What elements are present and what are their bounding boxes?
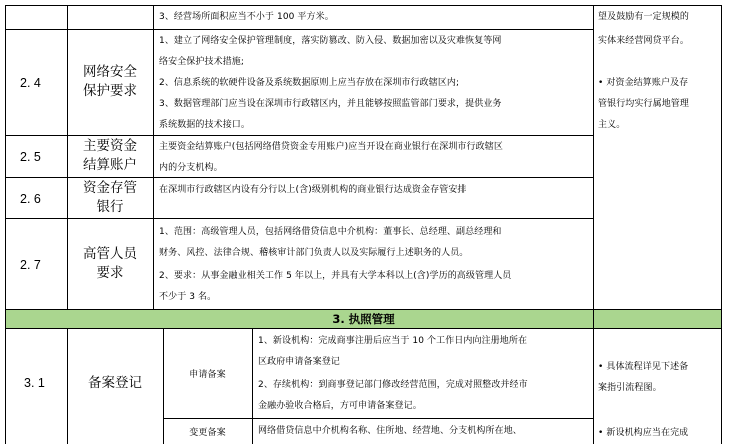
sub-label-change: 变更备案 [189, 428, 226, 438]
row-content-line: 络安全保护技术措施; [159, 57, 245, 67]
rule [67, 5, 68, 309]
rule [67, 328, 68, 444]
rule [593, 5, 594, 444]
note-line: 主义。 [598, 120, 626, 130]
row-content-line: 金融办验收合格后，方可申请备案登记。 [258, 401, 422, 411]
rule [5, 29, 593, 30]
row-content-line: 不少于 3 名。 [159, 292, 217, 302]
row-number: 2. 5 [20, 150, 41, 164]
item-name: 资金存管 银行 [83, 180, 137, 215]
note-line: • 对资金结算账户及存 [598, 78, 689, 88]
row-content-line: 2、要求：从事金融业相关工作 5 年以上，并具有大学本科以上(含)学历的高级管理人员 [159, 271, 512, 281]
rule [5, 218, 593, 219]
row-content-line: 主要资金结算账户(包括网络借贷资金专用账户)应当开设在商业银行在深圳市行政辖区 [159, 142, 503, 152]
row-number: 2. 4 [20, 76, 41, 90]
row-content-line: 1、范围：高级管理人员，包括网络借贷信息中介机构：董事长、总经理、副总经理和 [159, 227, 502, 237]
item-name: 主要资金 结算账户 [83, 138, 137, 173]
rule [5, 5, 722, 6]
rule [5, 5, 6, 444]
row-number: 3. 1 [24, 376, 45, 390]
row-content-line: 区政府申请备案登记 [258, 357, 340, 367]
rule [252, 328, 253, 444]
rule [5, 328, 722, 329]
row-content-line: 网络借贷信息中介机构名称、住所地、经营地、分支机构所在地、 [258, 426, 522, 436]
sub-label-apply: 申请备案 [189, 370, 226, 380]
section-title: 3. 执照管理 [332, 312, 395, 326]
row-content-line: 1、新设机构：完成商事注册后应当于 10 个工作日内向注册地所在 [258, 336, 528, 346]
note-line: • 具体流程详见下述备 [598, 362, 689, 372]
rule [153, 5, 154, 309]
row-content-line: 2、存续机构：到商事登记部门修改经营范围，完成对照整改并经市 [258, 380, 528, 390]
rule [5, 135, 593, 136]
row-content-line: 在深圳市行政辖区内设有分行以上(含)级别机构的商业银行达成资金存管安排 [159, 185, 467, 195]
note-line: • 新设机构应当在完成 [598, 428, 689, 438]
row-content-line: 内的分支机构。 [159, 163, 223, 173]
row-content: 3、经营场所面积应当不小于 100 平方米。 [159, 12, 334, 22]
row-content-line: 系统数据的技术接口。 [159, 120, 251, 130]
item-name: 备案登记 [88, 375, 142, 391]
item-name: 高管人员 要求 [83, 246, 137, 281]
item-name: 网络安全 保护要求 [83, 64, 137, 99]
row-content-line: 2、信息系统的软硬件设备及系统数据原则上应当存放在深圳市行政辖区内; [159, 78, 460, 88]
note-line: 管银行均实行属地管理 [598, 99, 690, 109]
row-content-line: 财务、风控、法律合规、稽核审计部门负责人以及实际履行上述职务的人员。 [159, 248, 469, 258]
note-line: 案指引流程图。 [598, 383, 662, 393]
row-content-line: 1、建立了网络安全保护管理制度，落实防篡改、防入侵、数据加密以及灾难恢复等网 [159, 36, 502, 46]
rule [5, 309, 722, 310]
rule [5, 177, 593, 178]
rule [721, 5, 722, 444]
note-line: 望及鼓励有一定规模的 [598, 12, 690, 22]
note-line: 实体来经营网贷平台。 [598, 36, 690, 46]
row-content-line: 3、数据管理部门应当设在深圳市行政辖区内，并且能够按照监管部门要求，提供业务 [159, 99, 502, 109]
rule [163, 418, 593, 419]
row-number: 2. 6 [20, 192, 41, 206]
row-number: 2. 7 [20, 258, 41, 272]
